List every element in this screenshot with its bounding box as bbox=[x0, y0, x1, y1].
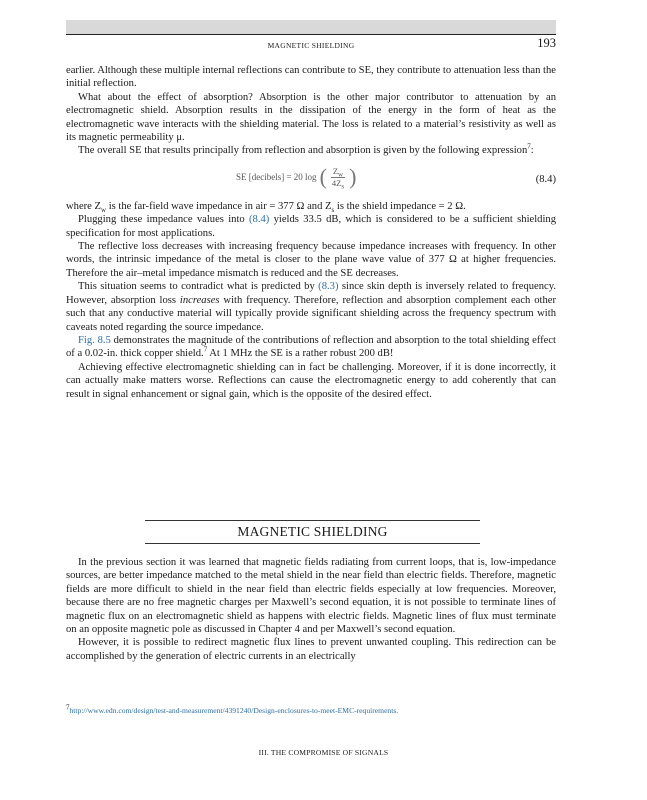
section-paragraph-2: However, it is possible to redirect magnetic flux lines to prevent unwanted coupling. This redirection can be accomplished by the generation of electric currents in an electrically bbox=[66, 637, 556, 662]
footnote-ref[interactable]: 7 bbox=[527, 142, 531, 151]
paragraph-expression bbox=[66, 144, 556, 157]
plugging-text-a: Plugging these impedance values into bbox=[78, 214, 249, 226]
paragraph-reflective-loss: The reflective loss decreases with increasing frequency because impedance increases with frequency. In other words, the intrinsic impedance of the metal is closer to the plane wave value of 377 Ω at higher frequencies. Therefore the air–metal impedance mismatch is reduced and the SE decreases. bbox=[66, 241, 556, 279]
section-heading: MAGNETIC SHIELDING bbox=[145, 520, 480, 544]
running-head: MAGNETIC SHIELDING bbox=[267, 41, 355, 50]
footnote-marker: 7 bbox=[66, 703, 70, 712]
equation-link-8-3[interactable]: (8.3) bbox=[318, 281, 339, 293]
footnote-url-link[interactable]: http://www.edn.com/design/test-and-measurement/4391240/Design-enclosures-to-meet-EMC-requirements. bbox=[69, 706, 399, 715]
header-band bbox=[66, 20, 556, 35]
paragraph-contradict bbox=[66, 280, 556, 334]
paragraph-absorption: What about the effect of absorption? Absorption is the other major contributor to attenuation by an electromagnetic shield. Absorption results in the dissipation of the energy in the form of heat as the electromagnetic wave interacts with the shielding material. The loss is related to a material’s resistivity as well as its magnetic permeability μ. bbox=[66, 91, 556, 144]
equation-link-8-4[interactable]: (8.4) bbox=[249, 214, 270, 226]
fraction-numerator: $Z_w$ bbox=[332, 165, 344, 179]
contradict-text-b: since skin depth is inversely related to frequency. However, absorption loss bbox=[66, 281, 556, 306]
section-body bbox=[66, 556, 556, 663]
left-paren: ( bbox=[319, 164, 327, 190]
figure-link-8-5[interactable]: Fig. 8.5 bbox=[78, 334, 111, 346]
fraction bbox=[330, 166, 346, 189]
page-header bbox=[66, 38, 556, 54]
expression-colon: : bbox=[530, 145, 534, 157]
subscript-w: w bbox=[101, 205, 107, 214]
paragraph-achieving: Achieving effective electromagnetic shielding can in fact be challenging. Moreover, if it is done incorrectly, it can actually make matters worse. Reflections can cause the electromagnetic energy to add coherently that can result in signal enhancement or signal gain, which is the opposite of the desired effect. bbox=[66, 361, 556, 400]
where-text-b: is the far-field wave impedance in air = 377 Ω and Z bbox=[106, 200, 332, 212]
right-paren: ) bbox=[349, 164, 357, 190]
footnote bbox=[66, 703, 556, 715]
footnote-ref-2[interactable]: 7 bbox=[203, 345, 208, 354]
fraction-denominator: $4Z_s$ bbox=[331, 177, 345, 191]
where-text-a: where Z bbox=[66, 200, 101, 212]
contradict-text-c: with frequency. Therefore, reflection and absorption complement each other such that any conductive material will typically provide significant shielding across the frequency spectrum with caveats noted regarding the source impedance. bbox=[66, 294, 556, 333]
paragraph-plugging bbox=[66, 213, 556, 240]
emphasis-increases: increases bbox=[179, 294, 220, 306]
paragraph-where bbox=[66, 200, 556, 213]
where-text-c: is the shield impedance = 2 Ω. bbox=[334, 200, 466, 212]
section-paragraph-1: In the previous section it was learned that magnetic fields radiating from current loops, that is, low-impedance sources, are better impedance matched to the metal shield in the near field than electric fields. Therefore, magnetic fields are more difficult to shield in the near field than electric fields especially at low frequencies. Moreover, because there are no free magnetic charges per Maxwell’s second equation, it is not possible to terminate lines of magnetic flux on an electromagnetic shield as happens with electric fields. Magnetic lines of flux must terminate on an opposite magnetic pole as discussed in Chapter 4 and per Maxwell’s second equation. bbox=[66, 557, 556, 636]
paragraph-figure bbox=[66, 334, 556, 361]
figure-text-b: At 1 MHz the SE is a rather robust 200 dB! bbox=[207, 348, 394, 360]
expression-text: The overall SE that results principally from reflection and absorption is given by the following expression bbox=[78, 145, 528, 157]
equation-number: (8.4) bbox=[535, 173, 556, 185]
equation bbox=[236, 166, 356, 189]
page-number: 193 bbox=[537, 36, 556, 50]
page-footer: III. THE COMPROMISE OF SIGNALS bbox=[258, 748, 389, 757]
equation-lhs: SE [decibels] = 20 log bbox=[236, 171, 317, 182]
paragraph-continuation: earlier. Although these multiple internal reflections can contribute to SE, they contribute to attenuation less than the initial reflection. bbox=[66, 65, 556, 90]
body-text bbox=[66, 64, 556, 401]
figure-text-a: demonstrates the magnitude of the contributions of reflection and absorption to the total shielding effect of a 0.02-in. thick copper shield. bbox=[66, 334, 557, 360]
plugging-text-b: yields 33.5 dB, which is considered to be a sufficient shielding specification for most applications. bbox=[66, 214, 556, 239]
subscript-s: s bbox=[331, 205, 335, 214]
contradict-text-a: This situation seems to contradict what is predicted by bbox=[78, 281, 319, 293]
equation-block bbox=[66, 164, 556, 194]
